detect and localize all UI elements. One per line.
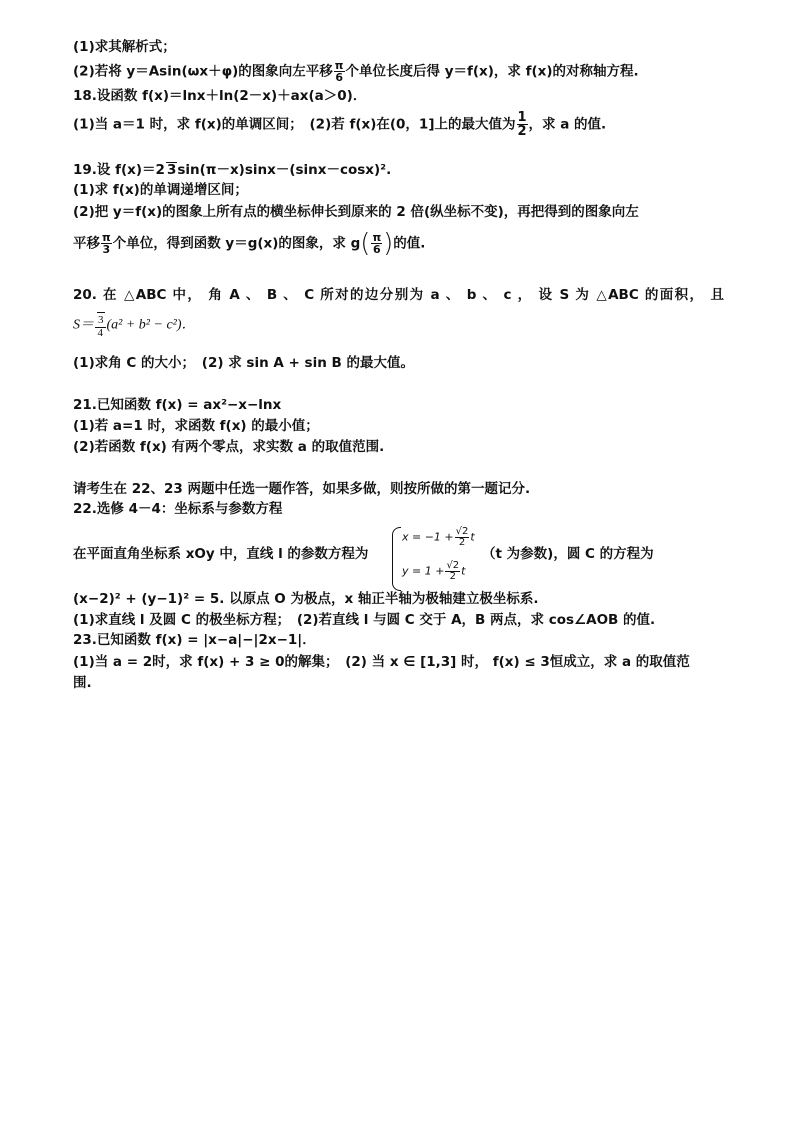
q19-part1: (1)求 f(x)的单调递增区间； xyxy=(73,182,248,198)
q23-parts: (1)当 a = 2时，求 f(x) + 3 ≥ 0的解集； (2) 当 x ∈ [1,3] 时， f(x) ≤ 3恒成立，求 a 的取值范 xyxy=(73,654,690,670)
q19-cont-text-a: 平移 xyxy=(73,235,100,252)
q19-cont-text-c: 的值. xyxy=(393,235,426,252)
sqrt-3: 3 xyxy=(166,162,177,178)
sqrt-3: 3 xyxy=(98,314,104,326)
q19-text-a: 19.设 f(x)＝2 xyxy=(73,162,165,178)
q17-part2-text-a: (2)若将 y＝Asin(ωx＋φ)的图象向左平移 xyxy=(73,63,333,80)
frac-den: 6 xyxy=(335,71,343,84)
q20-formula-a: S＝ xyxy=(73,317,94,333)
q20-formula-fraction xyxy=(95,312,106,339)
param-eq-y xyxy=(402,561,466,582)
q17-part1: (1)求其解析式； xyxy=(73,39,176,55)
q18-parts-text-a: (1)当 a＝1 时，求 f(x)的单调区间； (2)若 f(x)在(0，1]上的最大值为 xyxy=(73,116,516,133)
frac-num: 1 xyxy=(517,110,527,125)
g-argument-fraction xyxy=(371,232,382,255)
q23-parts-continued: 围. xyxy=(73,675,92,691)
q17-shift-fraction xyxy=(334,60,345,83)
q22-intro: 在平面直角坐标系 xOy 中，直线 l 的参数方程为 xyxy=(73,546,369,562)
q20-area-formula xyxy=(73,312,724,339)
frac-num: π xyxy=(372,231,382,244)
q19-part2: (2)把 y＝f(x)的图象上所有点的横坐标伸长到原来的 2 倍(纵坐标不变)，再把得到的图象向左 xyxy=(73,204,639,220)
frac-num: π xyxy=(334,59,344,72)
paren-right: ) xyxy=(383,228,394,259)
q20-parts: (1)求角 C 的大小； (2) 求 sin A + sin B 的最大值。 xyxy=(73,355,415,371)
q18-parts xyxy=(73,111,724,138)
q20-formula-b: (a² + b² − c²)． xyxy=(106,317,196,333)
paren-left: ( xyxy=(360,228,371,259)
frac-num xyxy=(95,312,106,328)
q22-intro-tail: （t 为参数)，圆 C 的方程为 xyxy=(482,546,654,562)
q21-part1: (1)若 a=1 时，求函数 f(x) 的最小值； xyxy=(73,418,319,434)
q20-title: 20. 在 △ABC 中， 角 A 、 B 、 C 所对的边分别为 a 、 b 、 c ， 设 S 为 △ABC 的面积， 且 xyxy=(73,287,724,303)
frac-den: 4 xyxy=(97,327,103,339)
frac-den: 2 xyxy=(449,571,456,582)
q22-title: 22.选修 4－4：坐标系与参数方程 xyxy=(73,501,283,517)
frac-den: 2 xyxy=(458,537,466,548)
q19-part2-continued xyxy=(73,228,724,259)
q18-fraction xyxy=(517,111,528,138)
q19-title xyxy=(73,161,724,179)
q17-part2-text-b: 个单位长度后得 y＝f(x)，求 f(x)的对称轴方程. xyxy=(345,63,639,80)
q19-text-b: sin(π－x)sinx－(sinx－cosx)². xyxy=(177,162,392,178)
q19-shift-fraction xyxy=(101,232,112,255)
q17-part2 xyxy=(73,60,724,83)
q18-title: 18.设函数 f(x)＝lnx＋ln(2－x)＋ax(a＞0)． xyxy=(73,88,367,104)
param-eq-y-fraction xyxy=(445,561,460,582)
q23-title: 23.已知函数 f(x) = |x−a|−|2x−1|． xyxy=(73,632,316,648)
frac-den: 3 xyxy=(102,243,111,256)
param-eq-x-b: t xyxy=(470,530,475,544)
q18-parts-text-b: ，求 a 的值. xyxy=(528,116,607,133)
param-eq-y-a: y = 1 + xyxy=(402,564,445,578)
frac-den: 6 xyxy=(372,243,381,256)
q22-circle-eq: (x−2)² + (y−1)² = 5. 以原点 O 为极点，x 轴正半轴为极轴建立极坐标系. xyxy=(73,591,539,607)
frac-den: 2 xyxy=(517,124,527,139)
q22-parts: (1)求直线 l 及圆 C 的极坐标方程； (2)若直线 l 与圆 C 交于 A，B 两点，求 cos∠AOB 的值. xyxy=(73,612,656,628)
elective-note: 请考生在 22、23 两题中任选一题作答，如果多做，则按所做的第一题记分. xyxy=(73,481,531,497)
q19-cont-text-b: 个单位，得到函数 y＝g(x)的图象，求 g xyxy=(112,235,361,252)
param-eq-y-b: t xyxy=(461,564,466,578)
param-eq-x xyxy=(402,527,475,548)
param-eq-x-a: x = −1 + xyxy=(402,530,454,544)
frac-num: √2 xyxy=(446,560,460,571)
q21-title: 21.已知函数 f(x) = ax²−x−lnx xyxy=(73,397,282,413)
q21-part2: (2)若函数 f(x) 有两个零点，求实数 a 的取值范围. xyxy=(73,439,385,455)
frac-num: π xyxy=(102,231,111,244)
frac-num: √2 xyxy=(455,526,469,537)
system-brace xyxy=(392,527,401,591)
param-eq-x-fraction xyxy=(455,527,470,548)
